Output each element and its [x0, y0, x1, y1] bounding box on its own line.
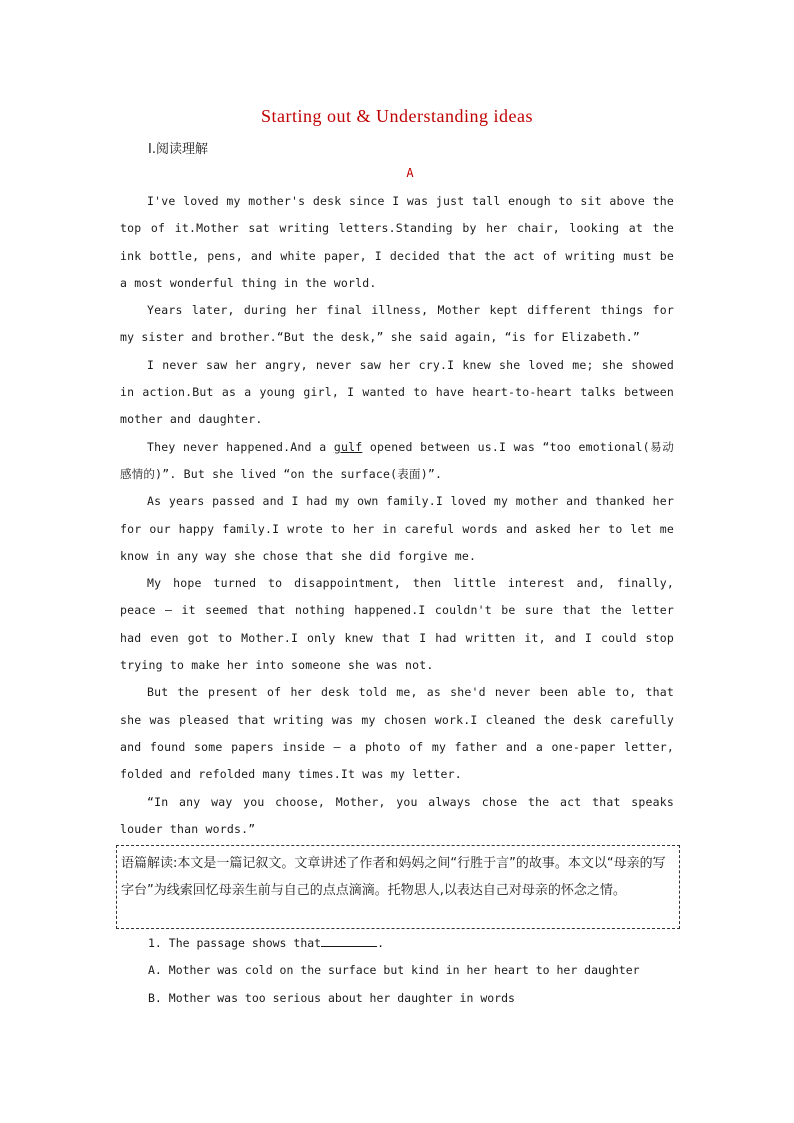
paragraph: As years passed and I had my own family.I loved my mother and thanked her for our happy family.I wrote to her in careful words and asked her to let me know in any way she chose that she did forgive me.	[120, 494, 674, 563]
question-stem-text: 1. The passage shows that	[148, 936, 322, 950]
option-b[interactable]: B. Mother was too serious about her daughter in words	[148, 990, 515, 1005]
reading-passage	[120, 188, 674, 843]
paragraph	[120, 434, 674, 489]
paragraph: Years later, during her final illness, Mother kept different things for my sister and brother.“But the desk,” she said again, “is for Elizabeth.”	[120, 303, 674, 345]
paragraph: I've loved my mother's desk since I was just tall enough to sit above the top of it.Mother sat writing letters.Standing by her chair, looking at the ink bottle, pens, and white paper, I decided that the act of writing must be a most wonderful thing in the world.	[120, 194, 674, 290]
passage-letter: A	[406, 166, 414, 180]
paragraph: My hope turned to disappointment, then little interest and, finally, peace — it seemed that nothing happened.I couldn't be sure that the letter had even got to Mother.I only knew that I had written it, and I could stop trying to make her into someone she was not.	[120, 576, 674, 673]
section-label: Ⅰ.阅读理解	[148, 142, 208, 157]
question-stem	[148, 930, 688, 957]
page-title: Starting out & Understanding ideas	[261, 106, 533, 126]
underlined-word: gulf	[333, 439, 363, 454]
paragraph: But the present of her desk told me, as she'd never been able to, that she was pleased that writing was my chosen work.I cleaned the desk carefully and found some papers inside — a photo of my father and a one-paper letter, folded and refolded many times.It was my letter.	[120, 685, 674, 782]
analysis-box: 语篇解读:本文是一篇记叙文。文章讲述了作者和妈妈之间“行胜于言”的故事。本文以“母亲的写字台”为线索回忆母亲生前与自己的点点滴滴。托物思人,以表达自己对母亲的怀念之情。	[116, 845, 680, 929]
answer-blank[interactable]	[321, 934, 377, 947]
question-stem-end: .	[377, 936, 385, 950]
question-block	[148, 930, 688, 1012]
paragraph-text: They never happened.And a	[147, 439, 334, 454]
paragraph: “In any way you choose, Mother, you always chose the act that speaks louder than words.”	[120, 794, 674, 836]
paragraph-text: opened between us.I was “too emotional(易动感情的)”. But she lived “on the surface(表面)”.	[120, 439, 674, 481]
paragraph: I never saw her angry, never saw her cry.I knew she loved me; she showed in action.But as a young girl, I wanted to have heart-to-heart talks between mother and daughter.	[120, 357, 674, 427]
option-a[interactable]: A. Mother was cold on the surface but kind in her heart to her daughter	[148, 963, 640, 978]
